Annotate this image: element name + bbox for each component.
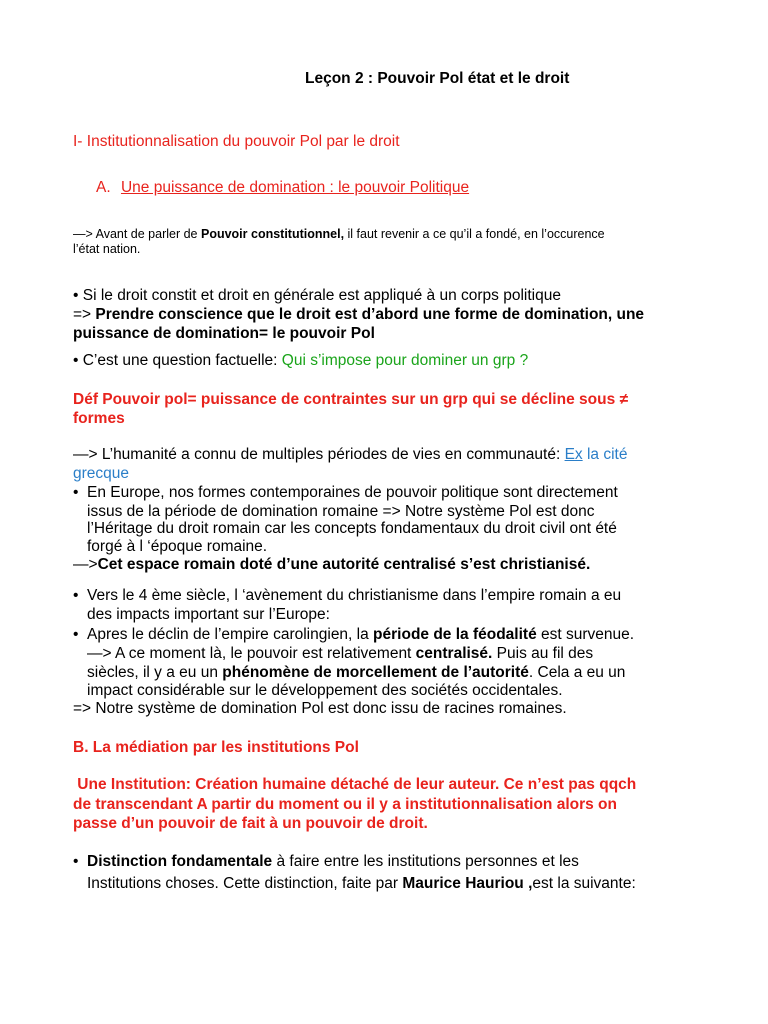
feodal-l2-b: centralisé. xyxy=(415,645,493,662)
feodal-line-2 xyxy=(87,644,593,663)
century-line-2: des impacts important sur l’Europe: xyxy=(87,606,330,623)
example-link[interactable]: Ex xyxy=(564,446,583,463)
intro-line-2: l’état nation. xyxy=(73,242,141,256)
century-bullet: • xyxy=(73,587,79,604)
intro-line-1 xyxy=(73,227,605,242)
institution-line-2: de transcendant A partir du moment ou il y a institutionnalisation alors on xyxy=(73,796,617,813)
feodal-line-3 xyxy=(87,663,625,682)
distinction-bullet: • xyxy=(73,853,79,870)
subsection-a-marker: A. xyxy=(96,179,111,196)
europe-line-4: forgé à l ‘époque romaine. xyxy=(87,538,268,555)
intro-suffix: il faut revenir a ce qu’il a fondé, en l’occurence xyxy=(344,227,605,241)
p2-line xyxy=(73,351,528,370)
distinction-rest: à faire entre les institutions personnes et les xyxy=(272,853,579,870)
feodal-l3-c: . Cela a eu un xyxy=(528,664,626,681)
subsection-a-heading xyxy=(96,178,469,197)
feodal-l1-b: période de la féodalité xyxy=(373,626,537,643)
feodal-line-4: impact considérable sur le développement des sociétés occidentales. xyxy=(87,682,563,699)
definition-line-1: Déf Pouvoir pol= puissance de contraintes sur un grp qui se décline sous ≠ xyxy=(73,391,629,408)
p3-line-2: grecque xyxy=(73,465,130,482)
p2-prefix: • C’est une question factuelle: xyxy=(73,352,282,369)
institution-line-1: Une Institution: Création humaine détaché de leur auteur. Ce n’est pas qqch xyxy=(73,776,637,793)
europe-line-1: En Europe, nos formes contemporaines de pouvoir politique sont directement xyxy=(87,484,618,501)
europe-line-5 xyxy=(73,555,590,574)
p1-line-1: • Si le droit constit et droit en générale est appliqué à un corps politique xyxy=(73,287,561,304)
feodal-bullet: • xyxy=(73,626,79,643)
europe-bold: Cet espace romain doté d’une autorité centralisé s’est christianisé. xyxy=(97,556,591,573)
europe-arrow: —> xyxy=(73,556,98,573)
distinction-line-2 xyxy=(87,874,636,893)
distinction-bold: Distinction fondamentale xyxy=(87,853,273,870)
feodal-l1-c: est survenue. xyxy=(536,626,635,643)
distinction-l2-a: Institutions choses. Cette distinction, faite par xyxy=(87,875,403,892)
intro-bold: Pouvoir constitutionnel, xyxy=(200,227,345,241)
p2-question: Qui s’impose pour dominer un grp ? xyxy=(281,352,529,369)
feodal-l2-a: —> A ce moment là, le pouvoir est relativement xyxy=(87,645,416,662)
feodal-l3-b: phénomène de morcellement de l’autorité xyxy=(222,664,529,681)
institution-line-3: passe d’un pouvoir de fait à un pouvoir de droit. xyxy=(73,815,428,832)
distinction-l2-c: est la suivante: xyxy=(532,875,636,892)
subsection-b-heading: B. La médiation par les institutions Pol xyxy=(73,739,359,756)
p3-blue-1: la cité xyxy=(582,446,628,463)
feodal-l1-a: Apres le déclin de l’empire carolingien, la xyxy=(87,626,374,643)
feodal-l2-c: Puis au fil des xyxy=(492,645,594,662)
p1-arrow: => xyxy=(73,306,96,323)
europe-bullet: • xyxy=(73,484,79,501)
p1-line-3: puissance de domination= le pouvoir Pol xyxy=(73,325,375,342)
distinction-line-1 xyxy=(87,852,579,871)
subsection-a-title: Une puissance de domination : le pouvoir Politique xyxy=(120,179,470,196)
page-title: Leçon 2 : Pouvoir Pol état et le droit xyxy=(305,70,570,87)
p3-line-1 xyxy=(73,445,627,464)
hauriou-name: Maurice Hauriou , xyxy=(402,875,533,892)
feodal-l3-a: siècles, il y a eu un xyxy=(87,664,223,681)
europe-line-3: l’Héritage du droit romain car les concepts fondamentaux du droit civil ont été xyxy=(87,520,617,537)
feodal-line-5: => Notre système de domination Pol est donc issu de racines romaines. xyxy=(73,700,567,717)
century-line-1: Vers le 4 ème siècle, l ‘avènement du christianisme dans l’empire romain a eu xyxy=(87,587,622,604)
europe-line-2: issus de la période de domination romaine => Notre système Pol est donc xyxy=(87,503,595,520)
p3-prefix: —> L’humanité a connu de multiples périodes de vies en communauté: xyxy=(73,446,565,463)
p1-line-2 xyxy=(73,305,644,324)
definition-line-2: formes xyxy=(73,410,125,427)
feodal-line-1 xyxy=(87,625,634,644)
section-heading-1: I- Institutionnalisation du pouvoir Pol par le droit xyxy=(73,133,400,150)
p1-bold-1: Prendre conscience que le droit est d’abord une forme de domination, une xyxy=(95,306,645,323)
intro-prefix: —> Avant de parler de xyxy=(73,227,201,241)
